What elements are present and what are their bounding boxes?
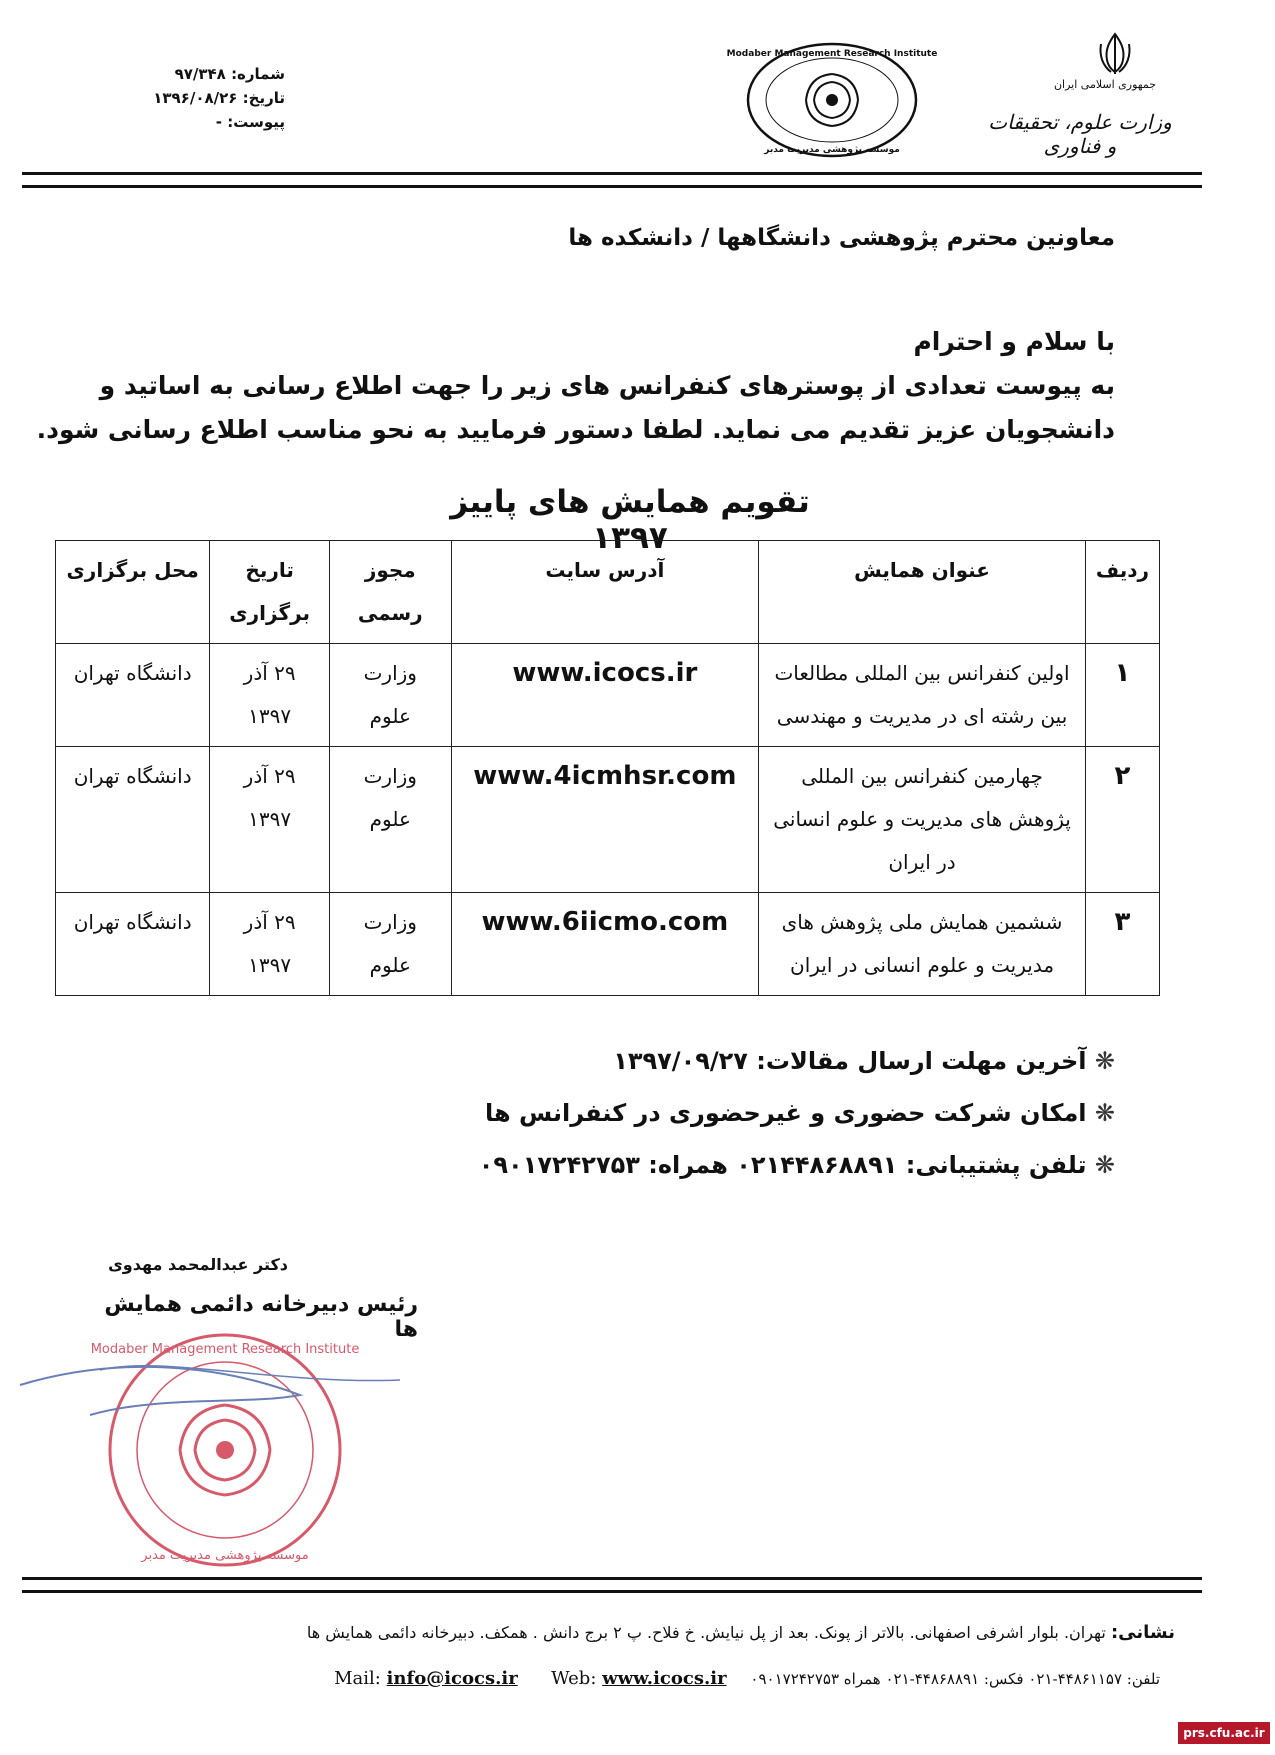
address-text: تهران. بلوار اشرفی اصفهانی. بالاتر از پونک. بعد از پل نیایش. خ فلاح. پ ۲ برج دانش . همکف. دبیرخانه دائمی همایش ها xyxy=(306,1623,1106,1642)
addressee: معاونین محترم پژوهشی دانشگاهها / دانشکده ها xyxy=(568,225,1115,251)
conference-site-link[interactable]: www.6iicmo.com xyxy=(451,893,759,996)
footer-divider xyxy=(22,1577,1202,1593)
address-label: نشانی: xyxy=(1110,1622,1175,1643)
conference-title: ششمین همایش ملی پژوهش های مدیریت و علوم انسانی در ایران xyxy=(759,893,1086,996)
asterisk-icon: ❋ xyxy=(1094,1151,1115,1179)
svg-text:Modaber Management Research In: Modaber Management Research Institute xyxy=(726,49,938,59)
institute-seal-logo xyxy=(726,40,938,160)
svg-text:Modaber Management Research In: Modaber Management Research Institute xyxy=(90,1342,360,1357)
row-number: ۳ xyxy=(1085,893,1159,996)
header-divider xyxy=(22,172,1202,188)
table-header-row xyxy=(56,541,1160,644)
notes-list xyxy=(215,1035,1115,1191)
svg-text:موسسه پژوهشی مدیریت مدبر: موسسه پژوهشی مدیریت مدبر xyxy=(141,1548,309,1563)
conference-date: ۲۹ آذر ۱۳۹۷ xyxy=(210,747,330,893)
note-phone: ❋ تلفن پشتیبانی: ۰۲۱۴۴۸۶۸۸۹۱ همراه: ۰۹۰۱۷۲۴۲۷۵۳ xyxy=(478,1151,1115,1179)
body-line-1: به پیوست تعدادی از پوسترهای کنفرانس های زیر را جهت اطلاع رسانی به اساتید و xyxy=(99,371,1115,400)
footer-web: Web: www.icocs.ir xyxy=(551,1668,727,1689)
conference-title: اولین کنفرانس بین المللی مطالعات بین رشته ای در مدیریت و مهندسی xyxy=(759,644,1086,747)
footer-phones: تلفن: ۴۴۸۶۱۱۵۷-۰۲۱ فکس: ۴۴۸۶۸۸۹۱-۰۲۱ همراه ۰۹۰۱۷۲۴۲۷۵۳ xyxy=(750,1670,1160,1688)
header-venue: محل برگزاری xyxy=(56,541,210,644)
letter-date: تاریخ: ۱۳۹۶/۰۸/۲۶ xyxy=(153,89,285,107)
row-number: ۲ xyxy=(1085,747,1159,893)
svg-text:موسسه پژوهشی مدیریت مدبر: موسسه پژوهشی مدیریت مدبر xyxy=(764,145,900,155)
mail-link[interactable]: info@icocs.ir xyxy=(386,1668,518,1689)
conference-venue: دانشگاه تهران xyxy=(56,644,210,747)
header-date: تاریخ برگزاری xyxy=(210,541,330,644)
iran-emblem-icon xyxy=(1095,30,1135,78)
header-site: آدرس سایت xyxy=(451,541,759,644)
web-link[interactable]: www.icocs.ir xyxy=(602,1668,727,1689)
conference-site-link[interactable]: www.icocs.ir xyxy=(451,644,759,747)
table-row xyxy=(56,893,1160,996)
conference-title: چهارمین کنفرانس بین المللی پژوهش های مدیریت و علوم انسانی در ایران xyxy=(759,747,1086,893)
ministry-name: وزارت علوم، تحقیقات و فناوری xyxy=(988,110,1172,158)
conference-permit: وزارت علوم xyxy=(330,893,451,996)
note-deadline: ❋ آخرین مهلت ارسال مقالات: ۱۳۹۷/۰۹/۲۷ xyxy=(613,1047,1115,1075)
conference-permit: وزارت علوم xyxy=(330,644,451,747)
footer-mail: Mail: info@icocs.ir xyxy=(334,1668,518,1689)
calendar-title: تقویم همایش های پاییز ۱۳۹۷ xyxy=(450,484,810,556)
body-line-2: دانشجویان عزیز تقدیم می نماید. لطفا دستور فرمایید به نحو مناسب اطلاع رسانی شود. xyxy=(36,415,1115,444)
conference-date: ۲۹ آذر ۱۳۹۷ xyxy=(210,893,330,996)
letter-number: شماره: ۹۷/۳۴۸ xyxy=(174,65,285,83)
row-number: ۱ xyxy=(1085,644,1159,747)
greeting: با سلام و احترام xyxy=(913,327,1115,356)
header-permit: مجوز رسمی xyxy=(330,541,451,644)
site-watermark: prs.cfu.ac.ir xyxy=(1178,1722,1270,1744)
institute-stamp xyxy=(90,1325,360,1575)
table-row xyxy=(56,747,1160,893)
footer-address xyxy=(75,1622,1175,1643)
conference-table xyxy=(55,540,1160,996)
asterisk-icon: ❋ xyxy=(1094,1099,1115,1127)
letter-body xyxy=(36,320,1115,452)
conference-venue: دانشگاه تهران xyxy=(56,747,210,893)
ministry-subtitle: جمهوری اسلامی ایران xyxy=(1053,78,1157,91)
table-row xyxy=(56,644,1160,747)
letter-attachment: پیوست: - xyxy=(215,113,285,131)
signer-name: دکتر عبدالمحمد مهدوی xyxy=(108,1255,288,1274)
letter-meta xyxy=(100,62,285,134)
conference-venue: دانشگاه تهران xyxy=(56,893,210,996)
signer-title: رئیس دبیرخانه دائمی همایش ها xyxy=(104,1292,418,1342)
conference-permit: وزارت علوم xyxy=(330,747,451,893)
header-row-number: ردیف xyxy=(1085,541,1159,644)
conference-site-link[interactable]: www.4icmhsr.com xyxy=(451,747,759,893)
conference-date: ۲۹ آذر ۱۳۹۷ xyxy=(210,644,330,747)
note-attendance: ❋ امکان شرکت حضوری و غیرحضوری در کنفرانس ها xyxy=(485,1099,1115,1127)
asterisk-icon: ❋ xyxy=(1094,1047,1115,1075)
footer-contact xyxy=(130,1668,1160,1689)
header-title: عنوان همایش xyxy=(759,541,1086,644)
